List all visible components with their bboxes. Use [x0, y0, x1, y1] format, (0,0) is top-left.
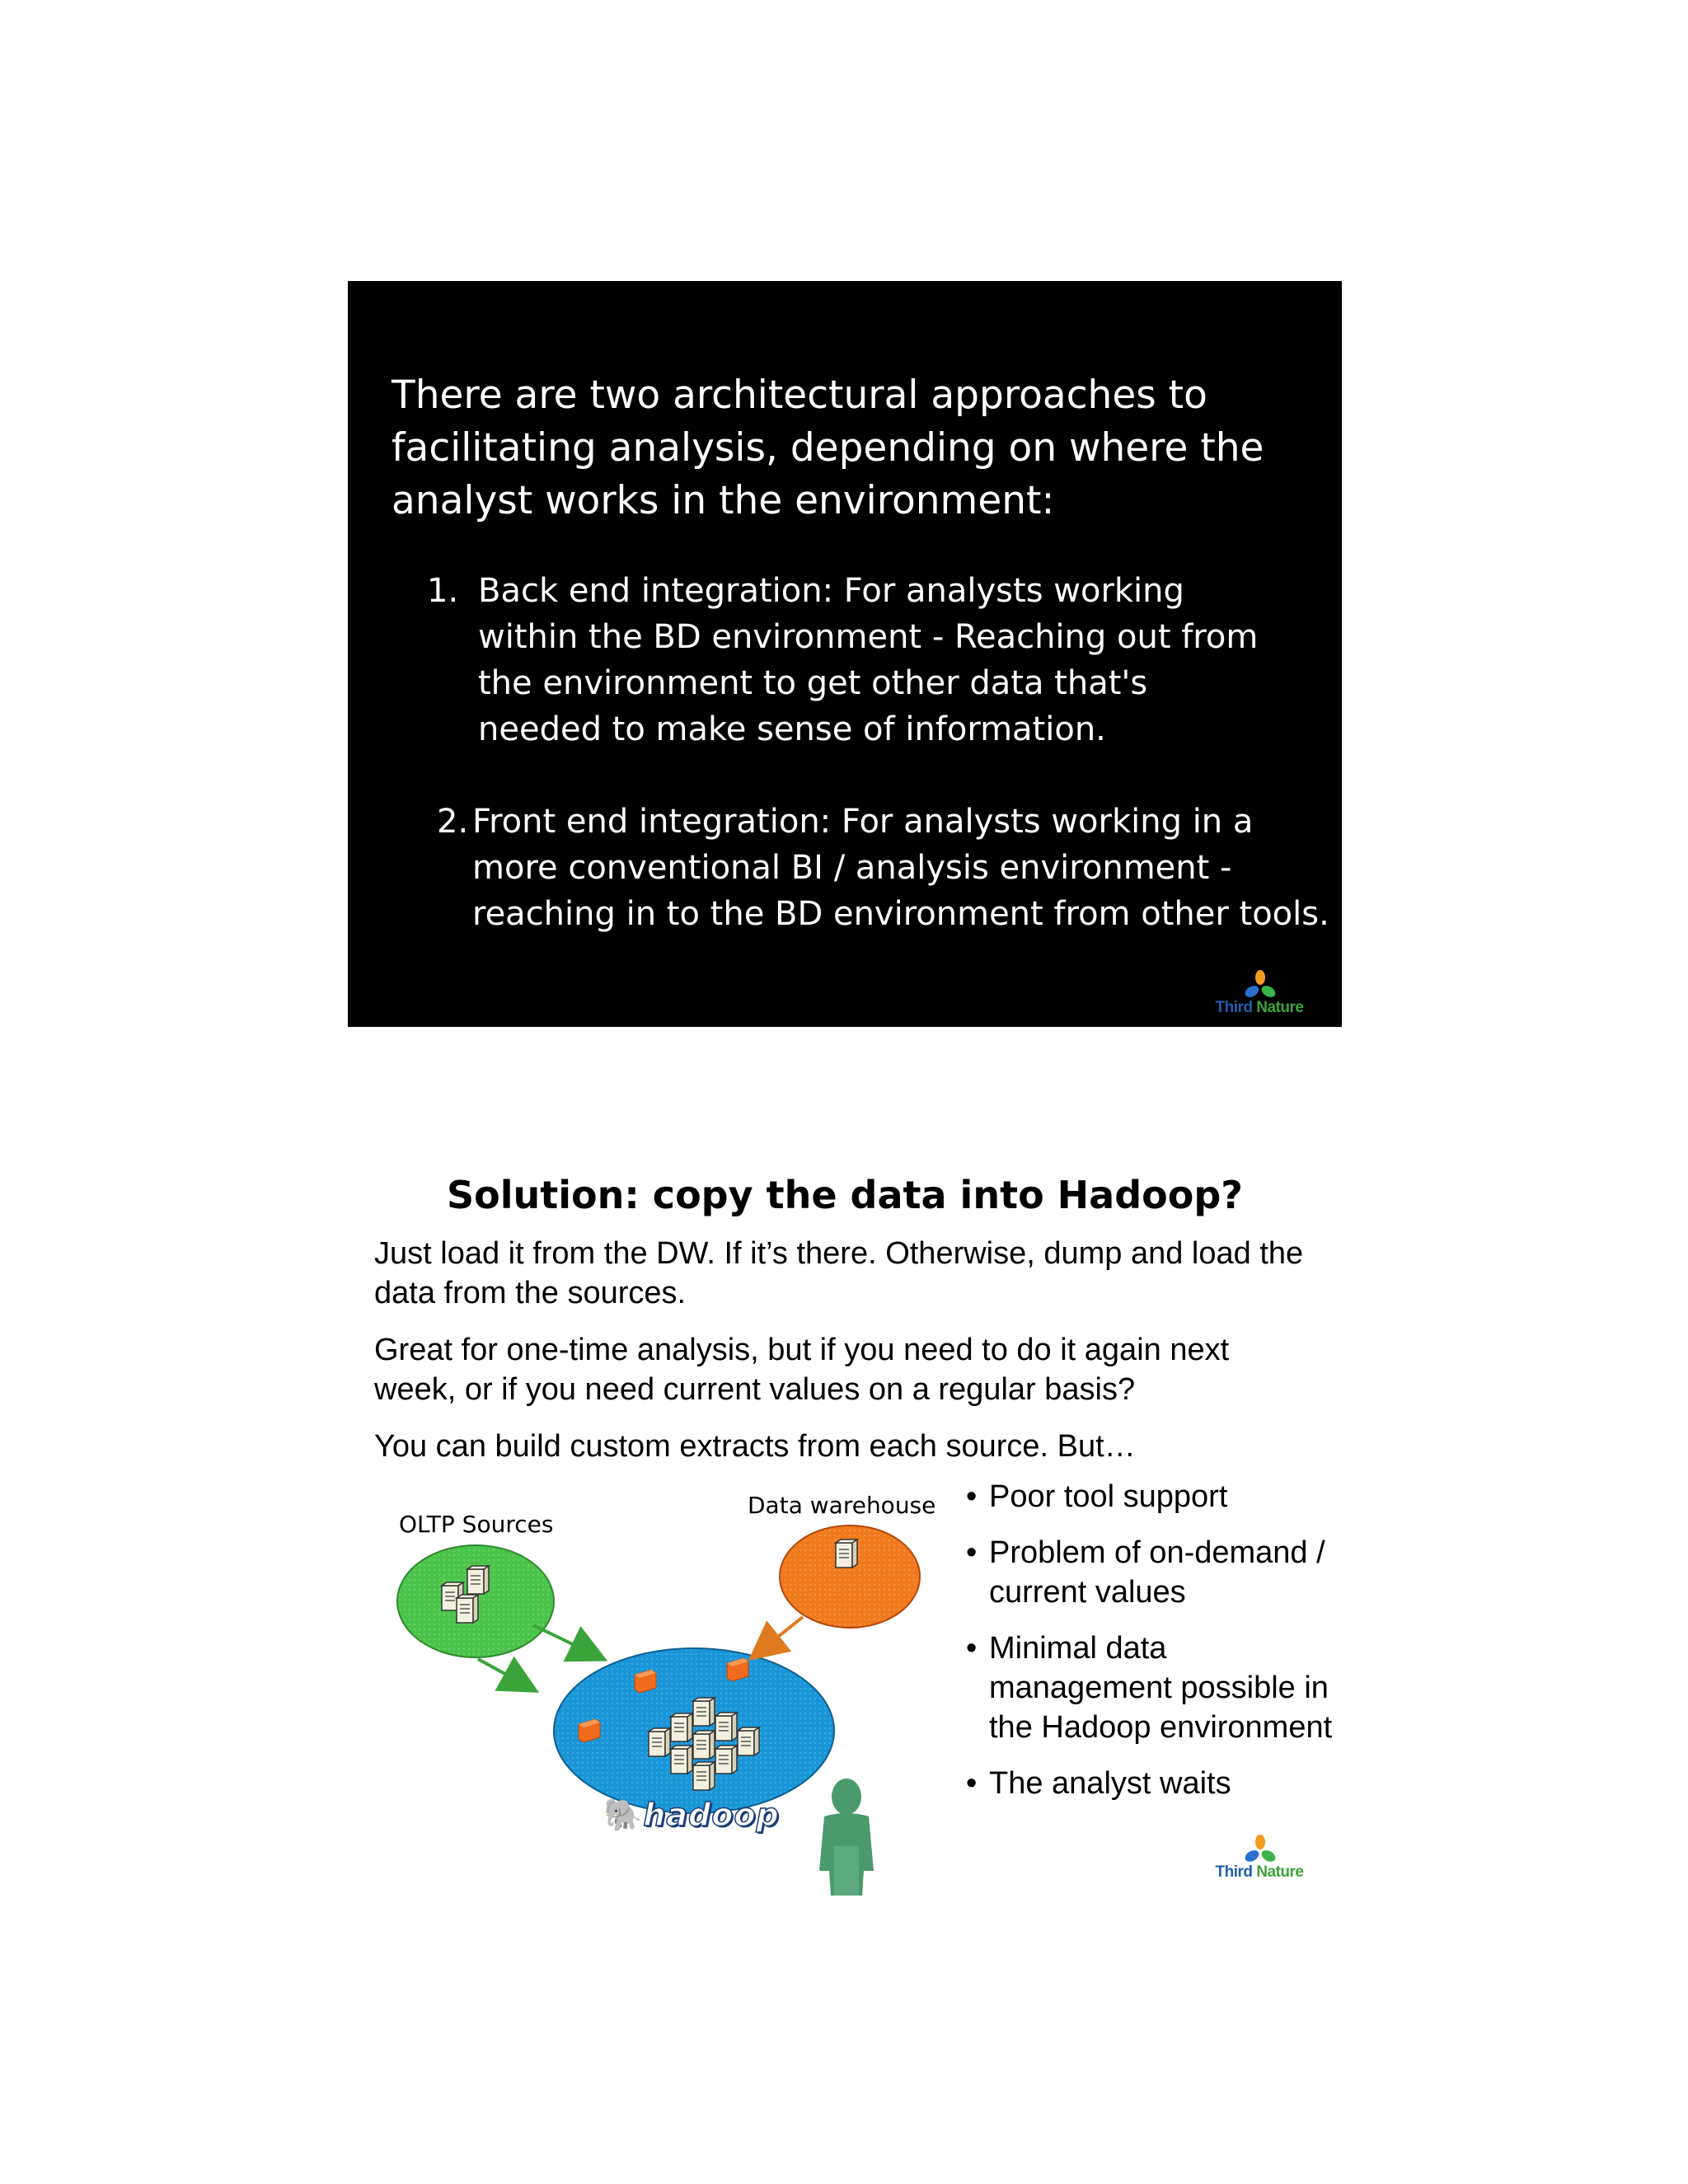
- slide-1-item-1: [427, 568, 1317, 752]
- hadoop-server-icon: [693, 1762, 715, 1790]
- third-nature-logo-icon: [1244, 1834, 1277, 1865]
- hadoop-server-icon: [671, 1746, 692, 1774]
- oltp-sources-label: OLTP Sources: [399, 1511, 554, 1538]
- slide-2-paragraph-1: Just load it from the DW. If it’s there. Otherwise, dump and load the data from the sources.: [374, 1236, 1304, 1310]
- slide-2-title: Solution: copy the data into Hadoop?: [447, 1173, 1243, 1217]
- oltp-to-hadoop-arrow: [478, 1659, 533, 1690]
- analyst-person-icon: [819, 1779, 874, 1896]
- hadoop-server-icon: [715, 1713, 737, 1741]
- oltp-server-icon: [457, 1595, 478, 1623]
- hadoop-server-icon: [693, 1698, 715, 1726]
- bullet-item: • The analyst waits: [966, 1764, 1345, 1803]
- item-text: Back end integration: For analysts working within the BD environment - Reaching out from the environment to get other data that's needed to make sense of information.: [478, 572, 1259, 748]
- hadoop-server-icon: [671, 1713, 692, 1741]
- hadoop-server-icon: [649, 1728, 670, 1756]
- hadoop-elephant-icon: 🐘: [603, 1797, 644, 1833]
- issues-bullet-list: [966, 1477, 1345, 1820]
- hadoop-server-icon: [715, 1746, 737, 1774]
- oltp-to-hadoop-arrow: [533, 1625, 602, 1658]
- slide-2-paragraph-3: You can build custom extracts from each source. But…: [374, 1429, 1136, 1464]
- hadoop-server-icon: [693, 1731, 715, 1759]
- bullet-item: • Problem of on-demand / current values: [966, 1533, 1345, 1612]
- slide-1-item-2: [437, 799, 1327, 937]
- bullet-item: • Minimal data management possible in the Hadoop environment: [966, 1629, 1345, 1747]
- item-number: 2.: [437, 803, 469, 841]
- bullet-marker: •: [966, 1766, 978, 1801]
- bullet-marker: •: [966, 1535, 978, 1570]
- dw-to-hadoop-arrow: [753, 1617, 803, 1657]
- data-warehouse-label: Data warehouse: [748, 1492, 936, 1519]
- item-number: 1.: [427, 572, 459, 610]
- item-text: Front end integration: For analysts working in a more conventional BI / analysis environment - reaching in to the BD environment from other tools.: [472, 803, 1329, 933]
- bullet-item: • Poor tool support: [966, 1477, 1345, 1516]
- slide-2: [348, 1154, 1342, 1900]
- slide-1-intro: There are two architectural approaches to facilitating analysis, depending on where the analyst works in the environment:: [392, 373, 1264, 523]
- slide-1: [348, 281, 1342, 1027]
- third-nature-logo: [1206, 969, 1313, 1019]
- third-nature-logo-text: Third Nature: [1215, 999, 1304, 1016]
- bullet-marker: •: [966, 1631, 978, 1666]
- hadoop-server-icon: [738, 1727, 759, 1755]
- bullet-marker: •: [966, 1479, 978, 1514]
- hadoop-logo: [603, 1797, 780, 1834]
- hadoop-logo-text: hadoop: [643, 1797, 780, 1833]
- oltp-server-icon: [467, 1566, 489, 1594]
- third-nature-logo: [1206, 1834, 1313, 1883]
- data-flow-diagram: [373, 1483, 966, 1896]
- data-warehouse-server-icon: [836, 1540, 857, 1568]
- third-nature-logo-icon: [1244, 969, 1277, 1001]
- data-flow-diagram-graphic: [373, 1483, 966, 1896]
- slide-2-paragraph-2: Great for one-time analysis, but if you need to do it again next week, or if you need current values on a regular basis?: [374, 1333, 1230, 1407]
- third-nature-logo-text: Third Nature: [1215, 1863, 1304, 1881]
